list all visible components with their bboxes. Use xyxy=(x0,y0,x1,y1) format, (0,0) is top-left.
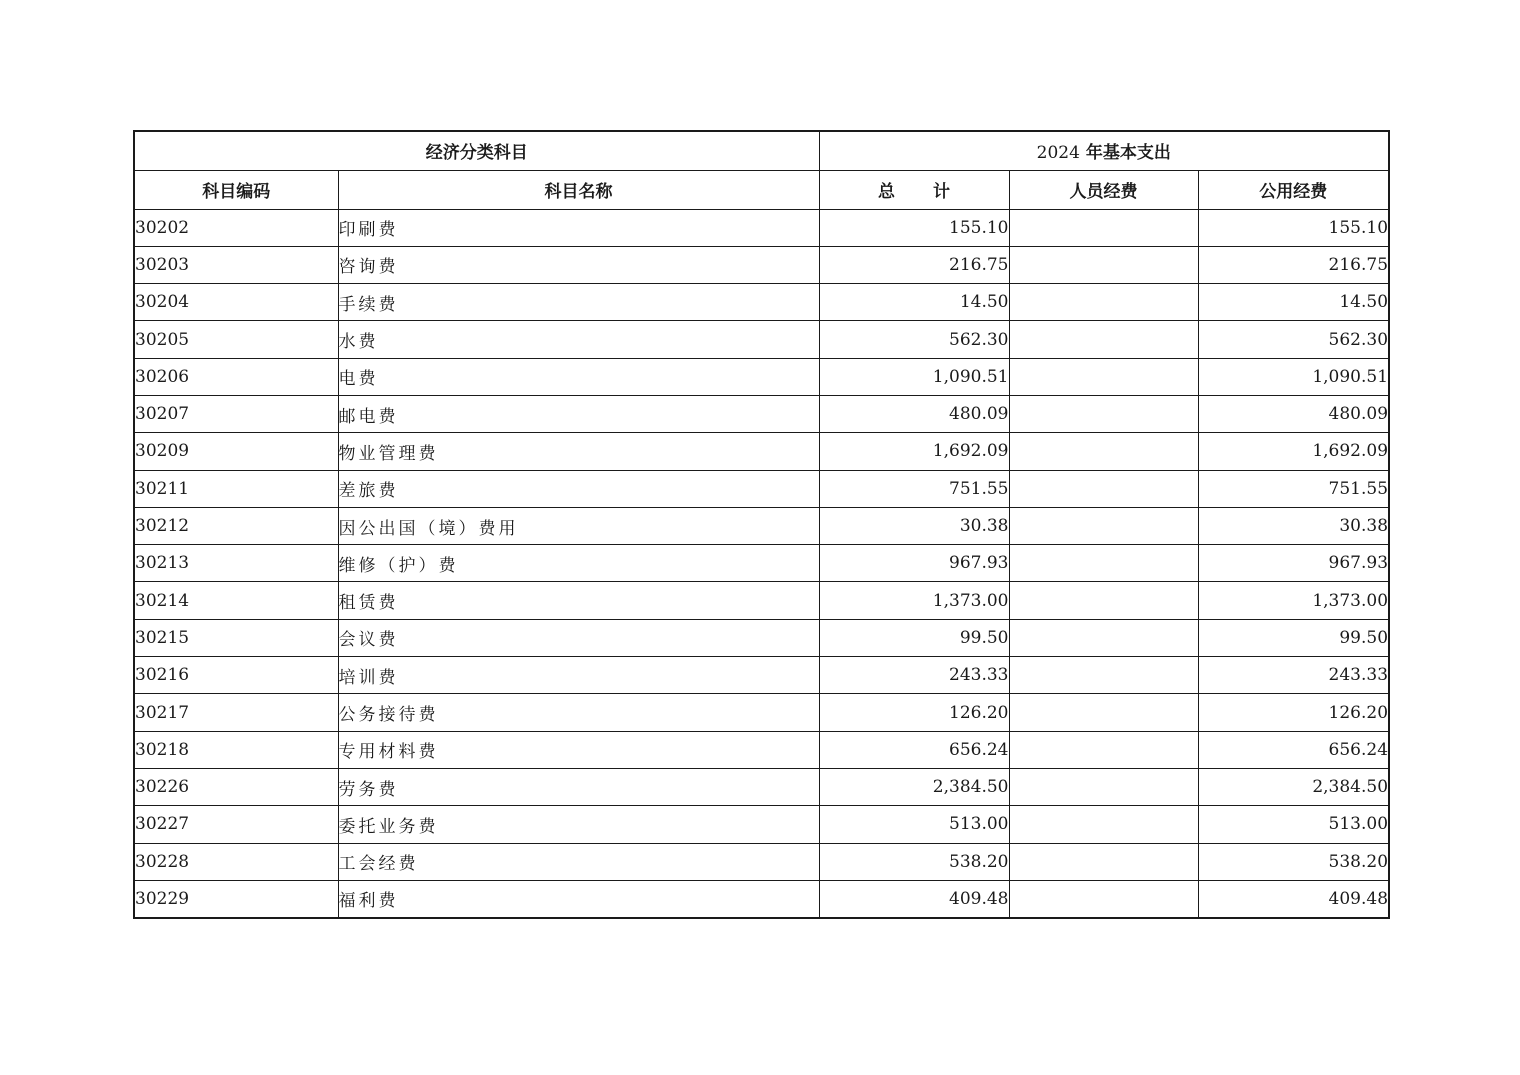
cell-staff xyxy=(1009,358,1198,395)
cell-total: 155.10 xyxy=(819,209,1009,246)
cell-code: 30215 xyxy=(134,619,338,656)
cell-code: 30212 xyxy=(134,507,338,544)
cell-name: 工会经费 xyxy=(338,843,819,880)
cell-name: 水费 xyxy=(338,321,819,358)
cell-code: 30205 xyxy=(134,321,338,358)
cell-code: 30204 xyxy=(134,284,338,321)
cell-name: 委托业务费 xyxy=(338,806,819,843)
cell-staff xyxy=(1009,433,1198,470)
column-header-row xyxy=(134,170,1389,209)
cell-staff xyxy=(1009,545,1198,582)
cell-public: 1,692.09 xyxy=(1198,433,1389,470)
cell-name: 专用材料费 xyxy=(338,731,819,768)
cell-public: 1,373.00 xyxy=(1198,582,1389,619)
cell-public: 409.48 xyxy=(1198,880,1389,917)
cell-staff xyxy=(1009,731,1198,768)
cell-public: 216.75 xyxy=(1198,246,1389,283)
cell-public: 751.55 xyxy=(1198,470,1389,507)
table-row xyxy=(134,358,1389,395)
cell-total: 30.38 xyxy=(819,507,1009,544)
cell-total: 243.33 xyxy=(819,657,1009,694)
cell-staff xyxy=(1009,694,1198,731)
cell-total: 1,373.00 xyxy=(819,582,1009,619)
public-column-header: 公用经费 xyxy=(1198,170,1389,209)
cell-public: 99.50 xyxy=(1198,619,1389,656)
table-row xyxy=(134,880,1389,917)
cell-staff xyxy=(1009,209,1198,246)
cell-staff xyxy=(1009,880,1198,917)
cell-staff xyxy=(1009,843,1198,880)
code-column-header: 科目编码 xyxy=(134,170,338,209)
cell-staff xyxy=(1009,582,1198,619)
cell-public: 30.38 xyxy=(1198,507,1389,544)
table-body xyxy=(134,209,1389,918)
cell-name: 培训费 xyxy=(338,657,819,694)
cell-name: 福利费 xyxy=(338,880,819,917)
cell-name: 会议费 xyxy=(338,619,819,656)
cell-total: 99.50 xyxy=(819,619,1009,656)
cell-total: 216.75 xyxy=(819,246,1009,283)
cell-name: 公务接待费 xyxy=(338,694,819,731)
cell-total: 513.00 xyxy=(819,806,1009,843)
table-row xyxy=(134,507,1389,544)
cell-name: 维修（护）费 xyxy=(338,545,819,582)
table-row xyxy=(134,209,1389,246)
cell-public: 243.33 xyxy=(1198,657,1389,694)
cell-staff xyxy=(1009,395,1198,432)
cell-total: 409.48 xyxy=(819,880,1009,917)
cell-public: 14.50 xyxy=(1198,284,1389,321)
cell-total: 1,692.09 xyxy=(819,433,1009,470)
total-column-header xyxy=(819,170,1009,209)
cell-staff xyxy=(1009,321,1198,358)
cell-code: 30228 xyxy=(134,843,338,880)
cell-total: 562.30 xyxy=(819,321,1009,358)
cell-code: 30207 xyxy=(134,395,338,432)
cell-public: 480.09 xyxy=(1198,395,1389,432)
cell-public: 562.30 xyxy=(1198,321,1389,358)
cell-name: 因公出国（境）费用 xyxy=(338,507,819,544)
cell-name: 咨询费 xyxy=(338,246,819,283)
name-column-header: 科目名称 xyxy=(338,170,819,209)
table-header xyxy=(134,131,1389,209)
year-header-rest: 年基本支出 xyxy=(1079,143,1171,164)
cell-staff xyxy=(1009,284,1198,321)
cell-total: 538.20 xyxy=(819,843,1009,880)
cell-name: 手续费 xyxy=(338,284,819,321)
cell-staff xyxy=(1009,806,1198,843)
cell-total: 126.20 xyxy=(819,694,1009,731)
cell-name: 邮电费 xyxy=(338,395,819,432)
cell-code: 30203 xyxy=(134,246,338,283)
cell-total: 2,384.50 xyxy=(819,768,1009,805)
table-row xyxy=(134,768,1389,805)
total-header-char-1: 总 xyxy=(878,182,895,202)
table-row xyxy=(134,657,1389,694)
expenditure-table xyxy=(133,130,1390,919)
category-group-header: 经济分类科目 xyxy=(134,131,819,170)
cell-code: 30209 xyxy=(134,433,338,470)
cell-code: 30214 xyxy=(134,582,338,619)
cell-staff xyxy=(1009,768,1198,805)
group-header-row xyxy=(134,131,1389,170)
table-row xyxy=(134,582,1389,619)
year-label: 2024 xyxy=(1036,143,1080,164)
cell-total: 14.50 xyxy=(819,284,1009,321)
cell-code: 30218 xyxy=(134,731,338,768)
table-row xyxy=(134,806,1389,843)
cell-public: 656.24 xyxy=(1198,731,1389,768)
cell-total: 751.55 xyxy=(819,470,1009,507)
cell-staff xyxy=(1009,246,1198,283)
cell-code: 30202 xyxy=(134,209,338,246)
table-row xyxy=(134,284,1389,321)
cell-public: 2,384.50 xyxy=(1198,768,1389,805)
cell-staff xyxy=(1009,507,1198,544)
cell-name: 物业管理费 xyxy=(338,433,819,470)
table-row xyxy=(134,433,1389,470)
cell-code: 30227 xyxy=(134,806,338,843)
total-header-char-2: 计 xyxy=(933,182,950,202)
cell-public: 513.00 xyxy=(1198,806,1389,843)
cell-total: 480.09 xyxy=(819,395,1009,432)
table-row xyxy=(134,545,1389,582)
cell-public: 126.20 xyxy=(1198,694,1389,731)
cell-code: 30229 xyxy=(134,880,338,917)
cell-name: 劳务费 xyxy=(338,768,819,805)
cell-total: 967.93 xyxy=(819,545,1009,582)
cell-public: 155.10 xyxy=(1198,209,1389,246)
cell-code: 30211 xyxy=(134,470,338,507)
table-row xyxy=(134,470,1389,507)
cell-code: 30213 xyxy=(134,545,338,582)
cell-name: 印刷费 xyxy=(338,209,819,246)
cell-staff xyxy=(1009,657,1198,694)
cell-code: 30206 xyxy=(134,358,338,395)
table-row xyxy=(134,843,1389,880)
cell-code: 30217 xyxy=(134,694,338,731)
cell-total: 656.24 xyxy=(819,731,1009,768)
table-row xyxy=(134,694,1389,731)
cell-code: 30216 xyxy=(134,657,338,694)
cell-public: 1,090.51 xyxy=(1198,358,1389,395)
table-row xyxy=(134,619,1389,656)
cell-staff xyxy=(1009,470,1198,507)
staff-column-header: 人员经费 xyxy=(1009,170,1198,209)
basic-expenditure-group-header xyxy=(819,131,1389,170)
table-row xyxy=(134,395,1389,432)
table-row xyxy=(134,321,1389,358)
cell-name: 租赁费 xyxy=(338,582,819,619)
cell-public: 967.93 xyxy=(1198,545,1389,582)
cell-public: 538.20 xyxy=(1198,843,1389,880)
cell-total: 1,090.51 xyxy=(819,358,1009,395)
cell-name: 电费 xyxy=(338,358,819,395)
cell-code: 30226 xyxy=(134,768,338,805)
cell-staff xyxy=(1009,619,1198,656)
table-row xyxy=(134,731,1389,768)
table-row xyxy=(134,246,1389,283)
cell-name: 差旅费 xyxy=(338,470,819,507)
